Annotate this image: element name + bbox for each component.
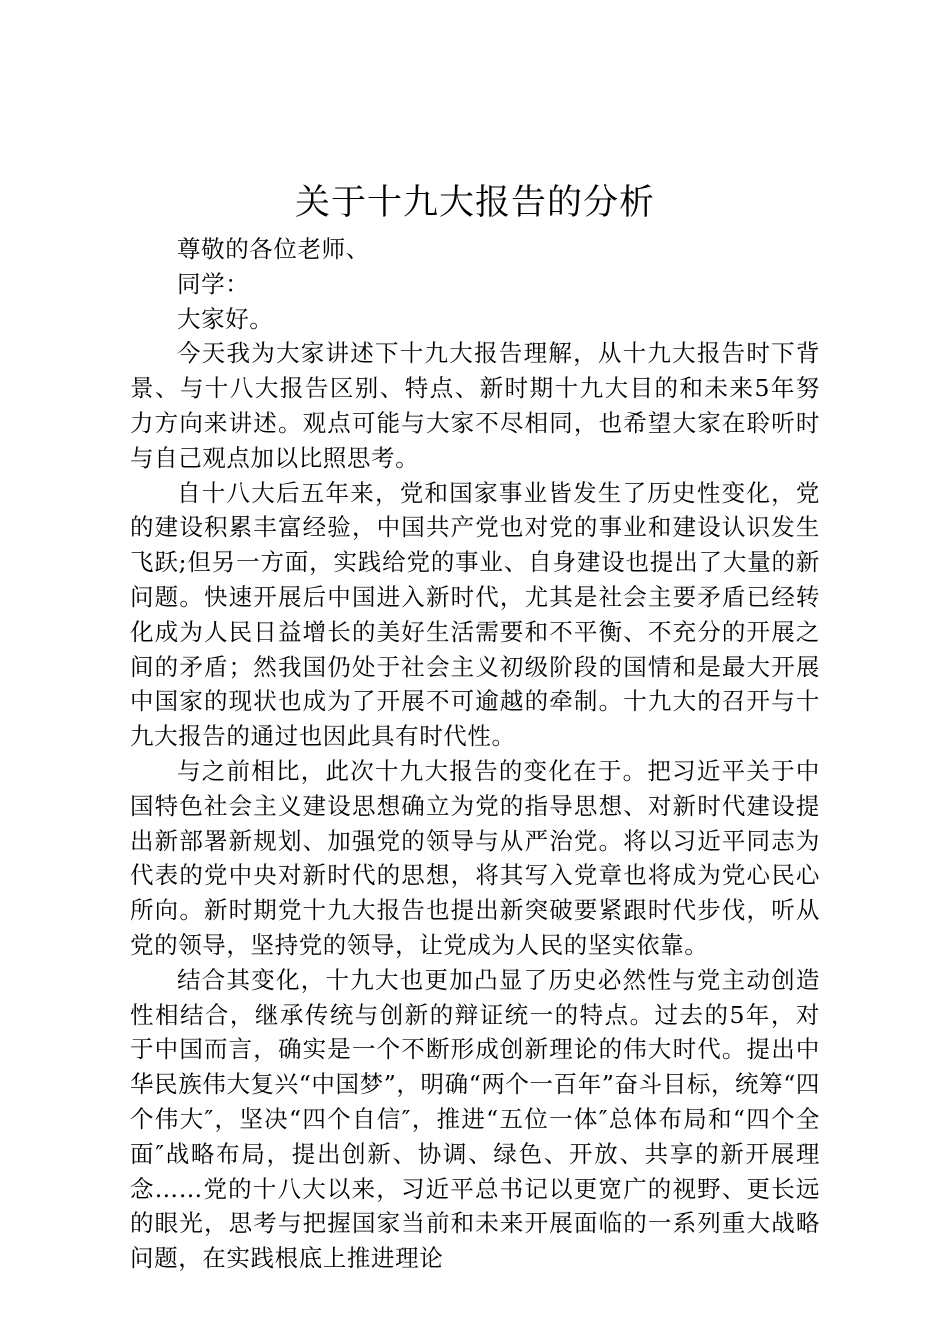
document-body xyxy=(130,232,820,1276)
salutation-classmates: 同学： xyxy=(177,269,250,298)
paragraph-background: 自十八大后五年来，党和国家事业皆发生了历史性变化，党的建设积累丰富经验，中国共产党也对党的事业和建设认识发生飞跃;但另一方面，实践给党的事业、自身建设也提出了大量的新问题。快速开展后中国进入新时代，尤其是社会主要矛盾已经转化成为人民日益增长的美好生活需要和不平衡、不充分的开展之间的矛盾；然我国仍处于社会主义初级阶段的国情和是最大开展中国家的现状也成为了开展不可逾越的牵制。十九大的召开与十九大报告的通过也因此具有时代性。 xyxy=(130,478,820,751)
salutation-teachers: 尊敬的各位老师、 xyxy=(177,235,370,263)
document-title: 关于十九大报告的分析 xyxy=(294,183,655,223)
paragraph-changes: 与之前相比，此次十九大报告的变化在于。把习近平关于中国特色社会主义建设思想确立为党的指导思想、对新时代建设提出新部署新规划、加强党的领导与从严治党。将以习近平同志为代表的党中央对新时代的思想，将其写入党章也将成为党心民心所向。新时期党十九大报告也提出新突破要紧跟时代步伐，听从党的领导，坚持党的领导，让党成为人民的坚实依靠。 xyxy=(130,756,820,959)
paragraph-features: 结合其变化，十九大也更加凸显了历史必然性与党主动创造性相结合，继承传统与创新的辩证统一的特点。过去的5年，对于中国而言，确实是一个不断形成创新理论的伟大时代。提出中华民族伟大复兴“中国梦”，明确“两个一百年”奋斗目标，统筹“四个伟大″，坚决“四个自信″，推进“五位一体″总体布局和“四个全面″战略布局，提出创新、协调、绿色、开放、共享的新开展理念……党的十八大以来，习近平总书记以更宽广的视野、更长远的眼光，思考与把握国家当前和未来开展面临的一系列重大战略问题，在实践根底上推进理论 xyxy=(130,965,820,1273)
paragraph-intro: 今天我为大家讲述下十九大报告理解，从十九大报告时下背景、与十八大报告区别、特点、新时期十九大目的和未来5年努力方向来讲述。观点可能与大家不尽相同，也希望大家在聆听时与自己观点加以比照思考。 xyxy=(130,339,820,472)
greeting: 大家好。 xyxy=(177,304,274,333)
